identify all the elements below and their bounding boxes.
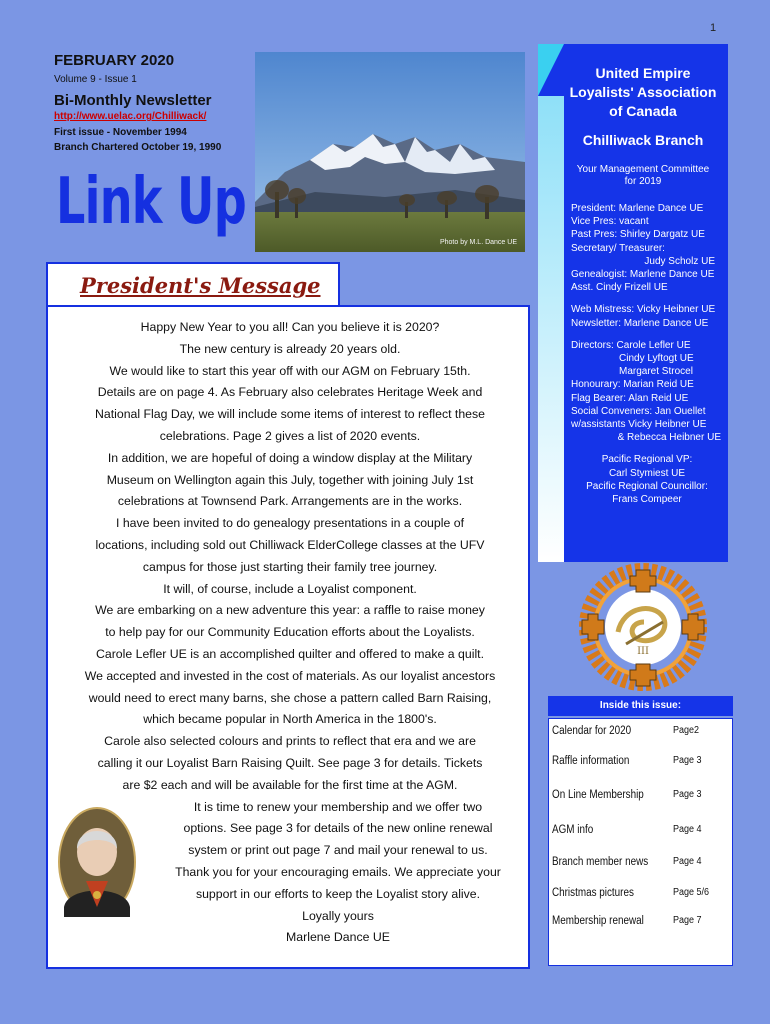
message-line: The new century is already 20 years old.	[179, 341, 401, 356]
officer-entry: Web Mistress: Vicky Heibner UE	[571, 304, 716, 316]
director-entry: Honourary: Marian Reid UE	[571, 379, 694, 391]
message-line: would need to erect many barns, she chose a pattern called Barn Raising,	[88, 690, 492, 705]
masthead-info	[54, 52, 264, 153]
table-of-contents	[548, 718, 733, 966]
sidebar-accent	[538, 96, 564, 562]
toc-heading: Inside this issue:	[548, 696, 733, 716]
message-line: celebrations. Page 2 gives a list of 2020 events.	[159, 428, 421, 443]
message-line: Thank you for your encouraging emails. We appreciate your	[175, 864, 501, 879]
regional-entry: Pacific Regional Councillor:	[586, 480, 708, 492]
toc-item-page: Page 4	[673, 824, 702, 835]
toc-item-label: Branch member news	[552, 856, 649, 868]
director-entry: Margaret Strocel	[619, 366, 693, 378]
toc-item-label: Membership renewal	[552, 915, 644, 927]
message-line: are $2 each and will be available for the first time at the AGM.	[122, 777, 458, 792]
branch-website-link[interactable]: http://www.uelac.org/Chilliwack/	[54, 111, 207, 122]
committee-heading	[568, 164, 718, 188]
director-entry: Flag Bearer: Alan Reid UE	[571, 392, 689, 404]
uel-crest-logo	[578, 562, 708, 692]
message-line: campus for those just starting their family tree journey.	[142, 559, 438, 574]
regional-entry: Pacific Regional VP:	[601, 454, 693, 466]
sidebar-corner	[538, 44, 564, 96]
toc-item-page: Page 7	[673, 915, 702, 926]
toc-item-label: Raffle information	[552, 755, 630, 767]
message-line: In addition, we are hopeful of doing a window display at the Military	[107, 450, 473, 465]
org-name-line: of Canada	[609, 103, 677, 119]
officer-entry: Genealogist: Marlene Dance UE	[571, 269, 715, 281]
toc-item-page: Page2	[673, 725, 700, 736]
toc-item-page: Page 3	[673, 755, 702, 766]
message-line: support in our efforts to keep the Loyalist story alive.	[195, 886, 481, 901]
committee-line: for 2019	[624, 176, 662, 187]
issue-month: FEBRUARY 2020	[54, 52, 175, 69]
director-entry: Social Conveners: Jan Ouellet	[571, 405, 706, 417]
toc-item-label: On Line Membership	[552, 789, 644, 801]
photo-credit: Photo by M.L. Dance UE	[439, 239, 517, 246]
committee-list	[571, 202, 723, 506]
message-line: Carole Lefler UE is an accomplished quilter and offered to make a quilt.	[95, 646, 485, 661]
director-entry: w/assistants Vicky Heibner UE	[571, 419, 707, 431]
message-line: calling it our Loyalist Barn Raising Quilt. See page 3 for details. Tickets	[97, 755, 483, 770]
newsletter-type: Bi-Monthly Newsletter	[54, 92, 212, 109]
message-line: Loyally yours	[302, 908, 374, 923]
message-line: We are embarking on a new adventure this year: a raffle to raise money	[95, 603, 485, 618]
mountain-photo	[255, 52, 525, 252]
message-line: celebrations at Townsend Park. Arrangements are in the works.	[117, 494, 463, 509]
officer-entry: Past Pres: Shirley Dargatz UE	[571, 229, 705, 241]
committee-line: Your Management Committee	[576, 164, 710, 175]
message-line: I have been invited to do genealogy presentations in a couple of	[116, 516, 464, 531]
director-entry: Cindy Lyftogt UE	[619, 353, 694, 365]
message-line: We would like to start this year off with our AGM on February 15th.	[109, 363, 471, 378]
message-line: It is time to renew your membership and we offer two	[193, 799, 483, 814]
first-issue-date: First issue - November 1994	[54, 127, 187, 138]
director-entry: Directors: Carole Lefler UE	[571, 339, 691, 351]
newsletter-title: Link Up	[56, 165, 247, 239]
charter-date: Branch Chartered October 19, 1990	[54, 142, 222, 153]
message-line: system or print out page 7 and mail your renewal to us.	[188, 843, 488, 858]
message-line: to help pay for our Community Education efforts about the Loyalists.	[105, 625, 475, 640]
president-portrait	[58, 807, 136, 917]
page-number: 1	[710, 22, 717, 34]
presidents-message-box	[46, 305, 530, 969]
message-line: locations, including sold out Chilliwack ElderCollege classes at the UFV	[95, 537, 485, 552]
message-line: Carole also selected colours and prints to reflect that era and we are	[104, 734, 476, 749]
message-line: Museum on Wellington again this July, together with joining July 1st	[106, 472, 474, 487]
officer-entry: Secretary/ Treasurer:	[571, 242, 665, 254]
message-line: We accepted and invested in the cost of materials. As our loyalist ancestors	[84, 668, 496, 683]
org-name-line: United Empire	[595, 65, 691, 81]
management-sidebar	[538, 44, 728, 562]
officer-entry: Asst. Cindy Frizell UE	[571, 282, 668, 294]
svg-text:III: III	[637, 646, 649, 657]
toc-item-label: AGM info	[552, 824, 594, 836]
regional-entry: Carl Stymiest UE	[608, 467, 686, 479]
org-name	[568, 64, 718, 121]
officer-entry: President: Marlene Dance UE	[571, 203, 704, 214]
toc-item-label: Calendar for 2020	[552, 725, 632, 737]
message-line: Happy New Year to you all! Can you believe it is 2020?	[140, 320, 440, 334]
regional-entry: Frans Compeer	[612, 494, 682, 506]
message-line: Details are on page 4. As February also celebrates Heritage Week and	[97, 385, 483, 400]
toc-item-label: Christmas pictures	[552, 887, 634, 899]
message-line: options. See page 3 for details of the new online renewal	[183, 821, 493, 836]
toc-item-page: Page 5/6	[673, 887, 710, 898]
director-entry: & Rebecca Heibner UE	[617, 432, 721, 444]
officer-entry: Vice Pres: vacant	[571, 216, 649, 228]
branch-name: Chilliwack Branch	[582, 132, 704, 148]
officer-entry: Newsletter: Marlene Dance UE	[571, 317, 709, 329]
message-line: which became popular in North America in the 1800's.	[143, 712, 437, 727]
volume-issue: Volume 9 - Issue 1	[54, 74, 137, 85]
org-name-line: Loyalists' Association	[569, 84, 717, 100]
toc-item-page: Page 4	[673, 856, 702, 867]
officer-entry: Judy Scholz UE	[644, 255, 715, 267]
message-line: Marlene Dance UE	[286, 930, 390, 945]
message-line: It will, of course, include a Loyalist component.	[163, 581, 417, 596]
message-line: National Flag Day, we will include some items of interest to reflect these	[94, 407, 486, 422]
presidents-message-title: President's Message	[80, 273, 321, 298]
toc-item-page: Page 3	[673, 789, 702, 800]
